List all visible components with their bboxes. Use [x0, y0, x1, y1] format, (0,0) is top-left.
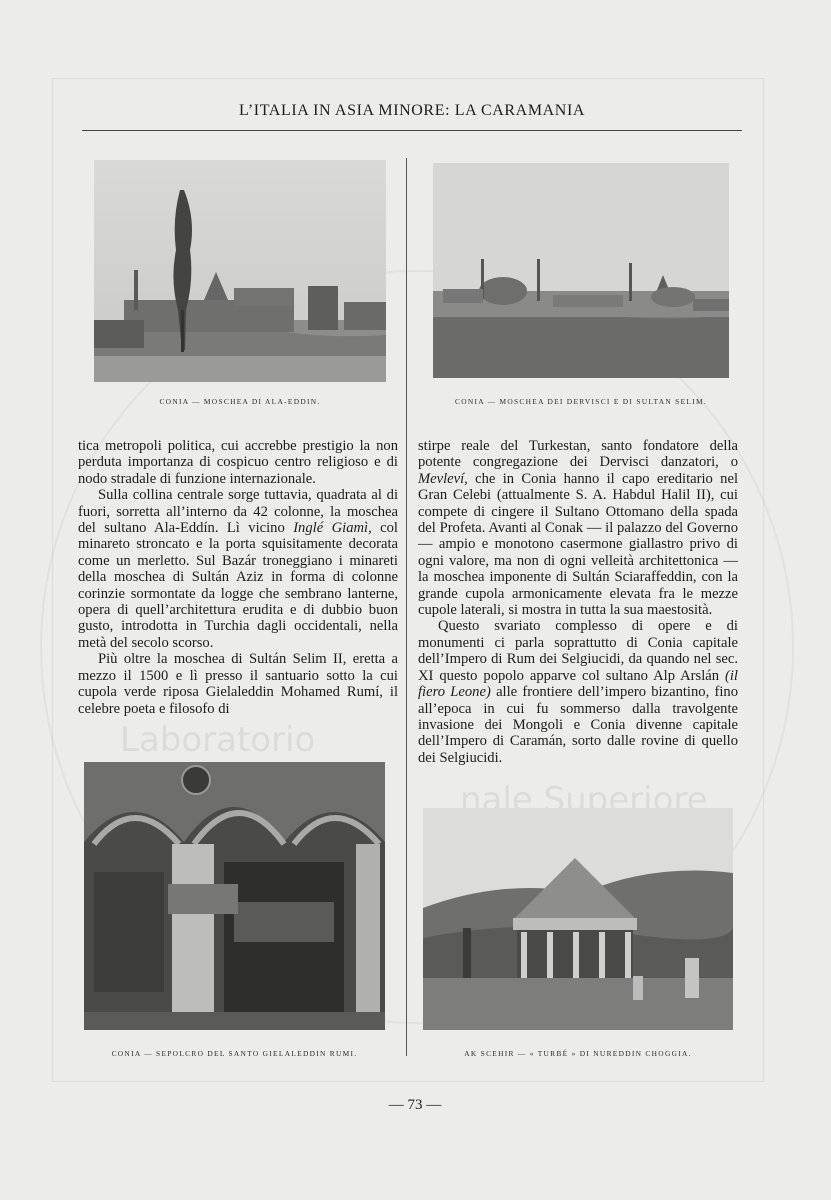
- left-paragraph-2: Sulla collina centrale sorge tuttavia, quadrata al di fuori, sorretta all’interno da 42 colonne, la moschea del sultano Ala-Eddín. Lì vicino Inglé Giamì, col minareto stroncato e la porta squisitamente decorata come un merletto. Sul Bazár troneggiano i minareti della moschea di Sultán Aziz in forma di colonne corinzie sormontate da logge che sembrano lanterne, opera di quell’architettura erudita e di dubbio buon gusto, introdotta in Turchia dagli occidentali, nella metà del secolo scorso.: [78, 487, 398, 651]
- caption-fig1: CONIA — MOSCHEA DI ALA-EDDIN.: [159, 397, 321, 406]
- left-paragraph-3: Più oltre la moschea di Sultán Selim II, eretta a mezzo il 1500 e lì presso il santuario sotto la cui cupola verde riposa Gielaleddin Mohamed Rumí, il celebre poeta e filosofo di: [78, 651, 398, 717]
- right-text-column: [418, 438, 738, 766]
- watermark-text-laboratorio: Laboratorio: [120, 720, 316, 760]
- header-rule: [82, 130, 742, 131]
- photo-mosque-ala-eddin: [94, 160, 386, 382]
- caption-fig3: CONIA — SEPOLCRO DEL SANTO GIELALEDDIN RUMI.: [111, 1049, 358, 1058]
- caption-fig2: CONIA — MOSCHEA DEI DERVISCI E DI SULTAN SELIM.: [454, 397, 707, 406]
- photo-turbe-nureddin: [423, 808, 733, 1030]
- right-paragraph-1: stirpe reale del Turkestan, santo fondatore della potente congregazione dei Dervisci danzatori, o Mevleví, che in Conia hanno il capo ereditario nel Gran Celebi (attualmente S. A. Habdul Halil II), cui compete di cingere il Sultano Ottomano della spada del Profeta. Avanti al Conak — il palazzo del Governo — ampio e monotono casermone giallastro privo di ogni valore, ma non di ogni velleità architettonica — la moschea imponente di Sultán Sciaraffeddin, con la grande cupola armonicamente elevata fra le mezze cupole laterali, si mostra in tutta la sua maestosità.: [418, 438, 738, 619]
- photo-mosque-dervisci-selim: [433, 163, 729, 378]
- caption-fig4: AK SCEHIR — « TURBÉ » DI NUREDDIN CHOGGIA.: [464, 1049, 692, 1058]
- left-text-column: [78, 438, 398, 717]
- photo-sepolcro-gielaleddin: [84, 762, 385, 1030]
- column-divider: [406, 158, 407, 1056]
- page-number: — 73 —: [388, 1097, 442, 1113]
- watermark-text-superiore: nale Superiore: [460, 780, 708, 820]
- left-paragraph-1: tica metropoli politica, cui accrebbe prestigio la non perduta importanza di cospicuo centro religioso e di nodo stradale di funzione internazionale.: [78, 438, 398, 487]
- page-title: L’ITALIA IN ASIA MINORE: LA CARAMANIA: [238, 102, 586, 119]
- right-paragraph-2: Questo svariato complesso di opere e di monumenti ci parla soprattutto di Conia capitale dell’Impero di Rum dei Selgiucidi, da quando nel sec. XI questo popolo apparve col sultano Alp Arslán (il fiero Leone) alle frontiere dell’impero bizantino, fino all’epoca in cui fu sommerso dalla travolgente invasione dei Mongoli e Conia divenne capitale dell’Impero di Caramán, sorto dalle rovine di quello dei Selgiucidi.: [418, 618, 738, 766]
